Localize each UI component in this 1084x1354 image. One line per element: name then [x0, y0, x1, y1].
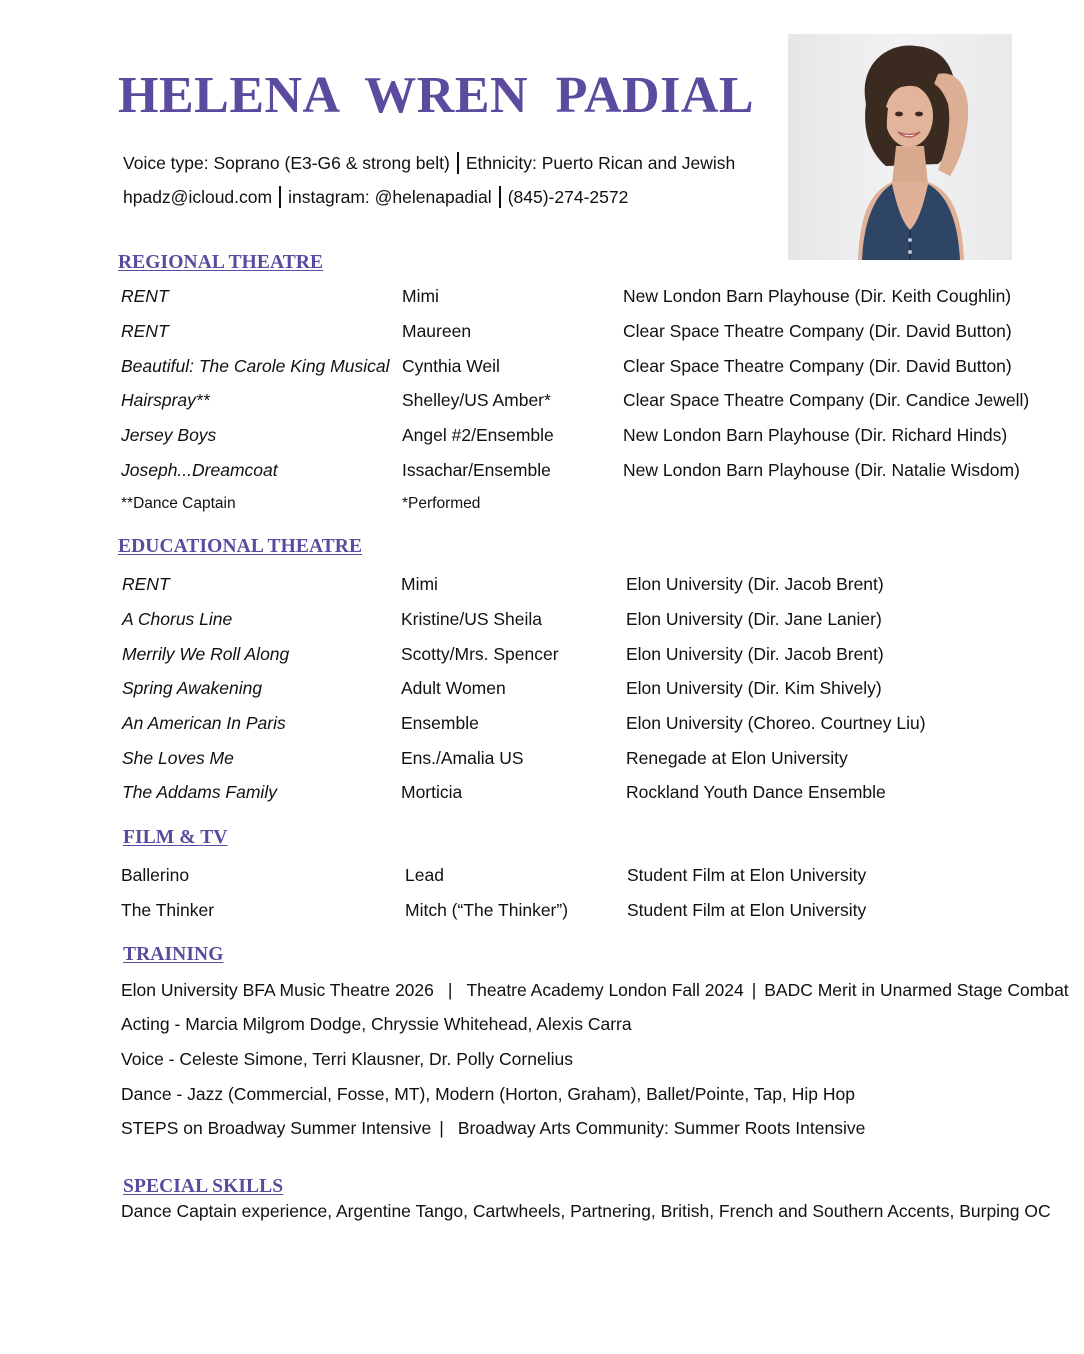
role: Shelley/US Amber*	[402, 390, 551, 410]
ethnicity: Ethnicity: Puerto Rican and Jewish	[465, 153, 736, 173]
show-title: Ballerino	[121, 865, 190, 885]
show-title: RENT	[121, 286, 169, 306]
role: Scotty/Mrs. Spencer	[401, 644, 559, 664]
headshot-illustration	[788, 34, 1012, 260]
role: Mimi	[402, 286, 439, 306]
role: Issachar/Ensemble	[402, 460, 551, 480]
venue: Clear Space Theatre Company (Dir. Candice Jewell)	[623, 390, 1030, 410]
training-steps: STEPS on Broadway Summer Intensive	[121, 1118, 432, 1138]
show-title: Beautiful: The Carole King Musical	[121, 356, 390, 376]
role: Angel #2/Ensemble	[402, 425, 554, 445]
show-title: Spring Awakening	[122, 678, 263, 698]
role: Adult Women	[401, 678, 506, 698]
table-row	[0, 780, 1084, 804]
show-title: Hairspray**	[121, 390, 210, 410]
role: Kristine/US Sheila	[401, 609, 543, 629]
venue: Rockland Youth Dance Ensemble	[626, 782, 886, 802]
table-row	[0, 423, 1084, 447]
show-title: Joseph...Dreamcoat	[121, 460, 278, 480]
show-title: The Addams Family	[122, 782, 277, 802]
role: Mitch (“The Thinker”)	[405, 900, 569, 920]
role: Ens./Amalia US	[401, 748, 524, 768]
divider	[499, 186, 501, 208]
training-voice: Voice - Celeste Simone, Terri Klausner, Dr. Polly Cornelius	[121, 1049, 573, 1069]
role: Lead	[405, 865, 444, 885]
table-row	[0, 319, 1084, 343]
email: hpadz@icloud.com	[123, 187, 273, 207]
training-intensives	[121, 1116, 865, 1140]
show-title: RENT	[122, 574, 170, 594]
divider	[279, 186, 281, 208]
venue: New London Barn Playhouse (Dir. Richard Hinds)	[623, 425, 1008, 445]
training-elon-bfa: Elon University BFA Music Theatre 2026	[121, 980, 434, 1000]
special-skills-text: Dance Captain experience, Argentine Tango, Cartwheels, Partnering, British, French and Southern Accents, Burping OC	[121, 1201, 1051, 1221]
contact-line-2	[123, 186, 628, 208]
section-heading-film-tv: FILM & TV	[123, 827, 228, 848]
show-title: RENT	[121, 321, 169, 341]
footnote-row	[0, 492, 1084, 516]
table-row	[0, 388, 1084, 412]
contact-line-1	[123, 152, 735, 174]
venue: Clear Space Theatre Company (Dir. David Button)	[623, 321, 1012, 341]
show-title: Jersey Boys	[121, 425, 217, 445]
venue: Clear Space Theatre Company (Dir. David Button)	[623, 356, 1012, 376]
table-row	[0, 898, 1084, 922]
venue: New London Barn Playhouse (Dir. Keith Coughlin)	[623, 286, 1012, 306]
venue: Elon University (Dir. Kim Shively)	[626, 678, 882, 698]
separator: |	[751, 980, 757, 1000]
show-title: A Chorus Line	[122, 609, 233, 629]
venue: Elon University (Dir. Jacob Brent)	[626, 574, 884, 594]
role: Morticia	[401, 782, 463, 802]
table-row	[0, 676, 1084, 700]
role: Cynthia Weil	[402, 356, 500, 376]
separator: |	[447, 980, 453, 1000]
venue: Renegade at Elon University	[626, 748, 848, 768]
venue: Elon University (Dir. Jacob Brent)	[626, 644, 884, 664]
venue: Elon University (Dir. Jane Lanier)	[626, 609, 882, 629]
table-row	[0, 284, 1084, 308]
role: Mimi	[401, 574, 438, 594]
table-row	[0, 354, 1084, 378]
headshot-photo	[788, 34, 1012, 260]
training-dance: Dance - Jazz (Commercial, Fosse, MT), Modern (Horton, Graham), Ballet/Pointe, Tap, Hip Hop	[121, 1084, 855, 1104]
role: Maureen	[402, 321, 472, 341]
section-heading-training: TRAINING	[123, 944, 224, 965]
role: Ensemble	[401, 713, 479, 733]
table-row	[0, 863, 1084, 887]
separator: |	[439, 1118, 444, 1138]
phone: (845)-274-2572	[507, 187, 629, 207]
section-heading-educational: EDUCATIONAL THEATRE	[118, 536, 363, 557]
show-title: The Thinker	[121, 900, 215, 920]
footnote-dance-captain: **Dance Captain	[121, 495, 236, 512]
voice-type: Voice type: Soprano (E3-G6 & strong belt)	[123, 153, 450, 173]
divider	[457, 152, 459, 174]
training-badc: BADC Merit in Unarmed Stage Combat	[764, 980, 1069, 1000]
table-row	[0, 746, 1084, 770]
table-row	[0, 458, 1084, 482]
table-row	[0, 572, 1084, 596]
resume-name: HELENA WREN PADIAL	[118, 67, 755, 124]
table-row	[0, 642, 1084, 666]
training-acting: Acting - Marcia Milgrom Dodge, Chryssie Whitehead, Alexis Carra	[121, 1014, 632, 1034]
section-heading-special-skills: SPECIAL SKILLS	[123, 1176, 284, 1197]
table-row	[0, 607, 1084, 631]
show-title: She Loves Me	[122, 748, 234, 768]
venue: New London Barn Playhouse (Dir. Natalie Wisdom)	[623, 460, 1020, 480]
footnote-performed: *Performed	[402, 495, 481, 512]
venue: Student Film at Elon University	[627, 900, 867, 920]
section-heading-regional: REGIONAL THEATRE	[118, 252, 324, 273]
training-bac: Broadway Arts Community: Summer Roots Intensive	[457, 1118, 866, 1138]
table-row	[0, 711, 1084, 735]
venue: Student Film at Elon University	[627, 865, 867, 885]
training-theatre-academy: Theatre Academy London Fall 2024	[466, 980, 744, 1000]
show-title: Merrily We Roll Along	[122, 644, 290, 664]
training-line-degrees	[121, 978, 1069, 1002]
venue: Elon University (Choreo. Courtney Liu)	[626, 713, 926, 733]
instagram: instagram: @helenapadial	[288, 187, 492, 207]
show-title: An American In Paris	[122, 713, 286, 733]
